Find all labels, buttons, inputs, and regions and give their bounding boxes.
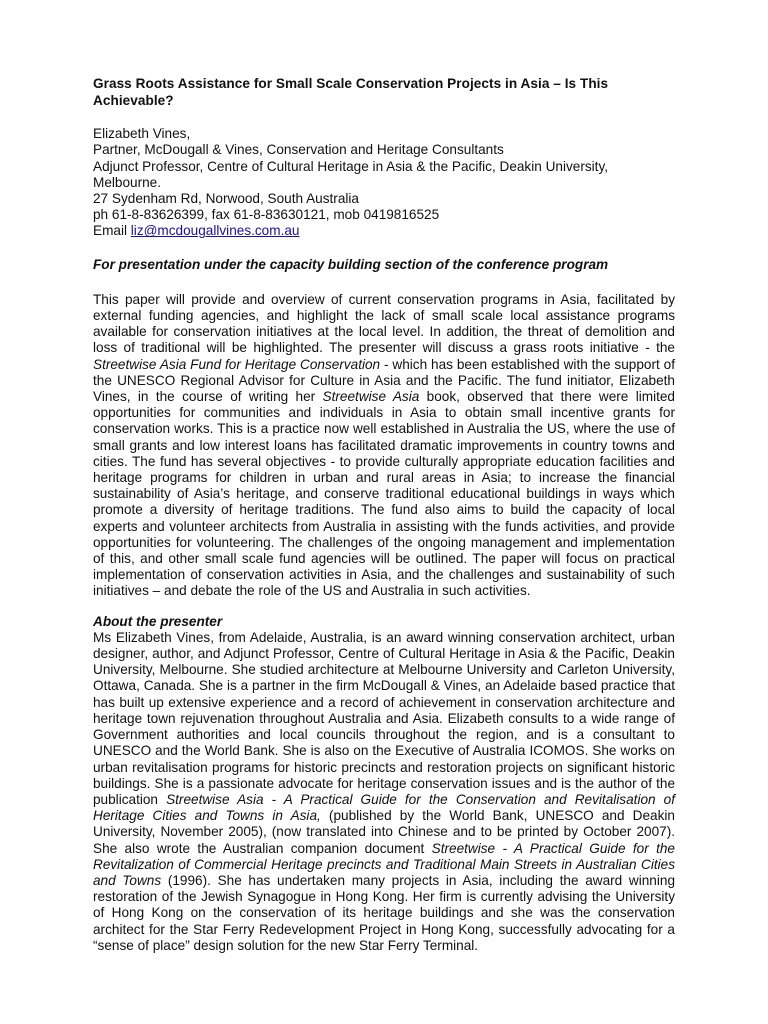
author-email-line	[93, 223, 675, 239]
bio-paragraph	[93, 630, 675, 954]
author-role-professor: Adjunct Professor, Centre of Cultural Heritage in Asia & the Pacific, Deakin University,	[93, 158, 609, 174]
abstract-text-2: - which has been established with the support of the UNESCO Regional Advisor for Culture in Asia and the Pacific. The fund initiator, Elizabeth Vines, in the course of writing her	[93, 356, 675, 405]
author-name: Elizabeth Vines,	[93, 126, 191, 142]
presentation-note: For presentation under the capacity building section of the conference program	[93, 256, 609, 272]
about-heading: About the presenter	[93, 613, 223, 629]
author-address: 27 Sydenham Rd, Norwood, South Australia	[93, 191, 359, 206]
abstract-text-3: book, observed that there were limited opportunities for communities and individuals in Asia to obtain small incentive grants for conservation works. This is a practice now well established in Australia the US, where the use of small grants and low interest loans has facilitated dramatic improvements in country towns and cities. The fund has several objectives - to provide culturally appropriate education facilities and heritage programs for children in urban and rural areas in Asia; to increase the financial sustainability of Asia’s heritage, and conserve traditional educational buildings in ways which promote a diversity of heritage traditions. The fund also aims to build the capacity of local experts and volunteer architects from Australia in assisting with the funds activities, and provide opportunities for volunteering. The challenges of the ongoing management and implementation of this, and other small scale fund agencies will be outlined. The paper will focus on practical implementation of conservation activities in Asia, and the challenges and sustainability of such initiatives – and debate the role of the US and Australia in such activities.	[93, 389, 675, 599]
bio-text-3: (1996). She has undertaken many projects in Asia, including the award winning restoration of the Jewish Synagogue in Hong Kong. Her firm is currently advising the University of Hong Kong on the conservation of its heritage buildings and she was the conservation architect for the Star Ferry Redevelopment Project in Hong Kong, successfully advocating for a “sense of place” design solution for the new Star Ferry Terminal.	[93, 872, 676, 953]
abstract-text-1: This paper will provide and overview of current conservation programs in Asia, facilitated by external funding agencies, and highlight the lack of small scale local assistance programs available for conservation initiatives at the local level. In addition, the threat of demolition and loss of traditional will be highlighted. The presenter will discuss a grass roots initiative - the	[93, 291, 675, 356]
bio-publication-1: Streetwise Asia - A Practical Guide for the Conservation and Revitalisation of Heritage Cities and Towns in Asia,	[93, 791, 675, 824]
document-title: Grass Roots Assistance for Small Scale Conservation Projects in Asia – Is This Achievable?	[93, 76, 609, 108]
abstract-paragraph	[93, 292, 675, 600]
author-role-professor-cont: Melbourne.	[93, 174, 162, 190]
abstract-fund-name: Streetwise Asia Fund for Heritage Conservation	[93, 356, 381, 372]
bio-publication-2: Streetwise - A Practical Guide for the Revitalization of Commercial Heritage precincts and Traditional Main Streets in Australian Cities and Towns	[93, 840, 675, 888]
abstract-book-name: Streetwise Asia	[322, 389, 420, 405]
author-role-partner: Partner, McDougall & Vines, Conservation and Heritage Consultants	[93, 142, 504, 158]
email-label: Email	[93, 223, 131, 239]
bio-text-1: Ms Elizabeth Vines, from Adelaide, Australia, is an award winning conservation architect, urban designer, author, and Adjunct Professor, Centre of Cultural Heritage in Asia & the Pacific, Deakin University, Melbourne. She studied architecture at Melbourne University and Carleton University, Ottawa, Canada. She is a partner in the firm McDougall & Vines, an Adelaide based practice that has built up extensive experience and a record of achievement in conservation architecture and heritage town rejuvenation throughout Australia and Asia. Elizabeth consults to a wide range of Government authorities and local councils throughout the region, and is a consultant to UNESCO and the World Bank. She is also on the Executive of Australia ICOMOS. She works on urban revitalisation programs for historic precincts and restoration projects on significant historic buildings. She is a passionate advocate for heritage conservation issues and is the author of the publication	[93, 629, 675, 807]
bio-text-2: (published by the World Bank, UNESCO and Deakin University, November 2005), (now translated into Chinese and to be printed by October 2007). She also wrote the Australian companion document	[93, 808, 675, 856]
email-link[interactable]: liz@mcdougallvines.com.au	[130, 223, 300, 239]
author-phone: ph 61-8-83626399, fax 61-8-83630121, mob 0419816525	[93, 207, 440, 223]
author-block	[93, 126, 675, 239]
